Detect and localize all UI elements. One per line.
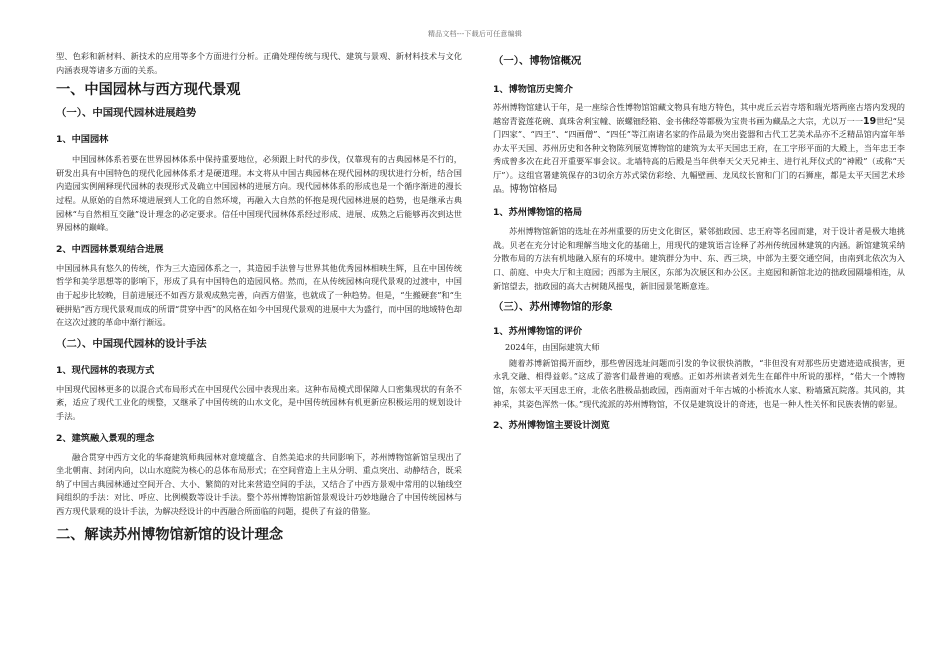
intro-paragraph: 型、色彩和新材料、新技术的应用等多个方面进行分析。正确处理传统与现代、建筑与景观、新材料技术与文化内涵表现等诸多方面的关系。 [56, 51, 462, 75]
item-east-west-body: 中国园林具有悠久的传统，作为三大造园体系之一，其造园手法曾与世界其他优秀园林相映生辉，且在中国传统哲学和美学思想等的影响下，形成了具有中国特色的造园风格。然而，在从传统园林向现代景观的过渡中，中国由于起步比较晚，目前进展还不如西方景观成熟完善，向西方借鉴，也就成了一种趋势。但是，“生搬硬套”和“生硬拼贴”西方现代景观而成的所谓“贯穿中西”的风格在如今中国现代景观的进展中大为盛行，而中国的地域特色却在这次过渡的革命中渐行渐远。 [56, 262, 462, 328]
section-1-heading: 一、中国园林与西方现代景观 [56, 82, 241, 99]
left-column [56, 50, 462, 544]
item-architecture-landscape-heading: 2、建筑融入景观的理念 [56, 432, 155, 444]
item-museum-layout-body: 苏州博物馆新馆的选址在苏州重要的历史文化街区，紧邻拙政园、忠王府等名园而建，对于设计者是极大地挑战。贝老在充分讨论和理解当地文化的基础上，用现代的建筑语言诠释了苏州传统园林建筑的内涵。新馆建筑采纳分散布局的方法有机地融入原有的环境中。建筑群分为中、东、西三块，中部为主要交通空间，由南到北依次为入口、前庭、中央大厅和主庭园；西部为主展区，东部为次展区和办公区。主庭园和新馆北边的拙政园隔墙相连，从新馆望去，拙政园的高大古树随风摇曳，新旧园景笔断意连。 [493, 226, 905, 291]
item-museum-history-heading: 1、博物馆历史简介 [493, 84, 573, 95]
item-museum-evaluation-heading: 1、苏州博物馆的评价 [493, 326, 583, 338]
history-tail: 博物馆格局 [509, 183, 558, 195]
item-museum-layout-heading: 1、苏州博物馆的格局 [493, 207, 583, 219]
subsection-1-1-heading: （一）、中国现代园林进展趋势 [56, 107, 197, 120]
right-column [493, 50, 905, 433]
item-architecture-landscape-body: 融合贯穿中西方文化的华裔建筑师典园林对意境蕴含、自然美追求的共同影响下，苏州博物馆新馆呈现出了坐北朝南、封闭内向，以山水庭院为核心的总体布局形式；在空间营造上主从分明、重点突出、动静结合，既采纳了中国古典园林通过空间开合、大小、繁简的对比来营造空间的手法，又结合了中西方景观中常用的以轴线空间组织的手法：对比、呼应、比例模数等设计手法。整个苏州博物馆新馆景观设计巧妙地融合了中国传统园林与西方现代景观的设计手法，为解决经设计的中西融合所面临的问题，提供了有益的借鉴。 [56, 451, 462, 516]
item-museum-evaluation-body: 随着苏博新馆揭开面纱，那些曾因选址问题而引发的争议很快消散，“非但没有对那些历史遗迹造成损害，更永乳交融、相得益彰。”这成了游客们最普遍的观感。正如苏州读者刘先生在邮件中所说的那样，“偌大一个博物馆，东邻太平天国忠王府，北依名胜极品拙政园，西南面对千年古城的小桥流水人家、粉墙黛瓦院落。其风韵，其神采，其姿色浑然一体。”现代流派的苏州博物馆，不仅是建筑设计的奇迹，也是一种人性关怀和民族表情的彰显。 [493, 357, 905, 409]
evaluation-date-line: 2024年，由国际建筑大师 [505, 342, 600, 353]
history-century: 19 [863, 115, 877, 127]
subsection-1-2-heading: （二）、中国现代园林的设计手法 [56, 337, 207, 350]
history-text-part-2: 世纪“吴门四家”、“四王”、“四画僧”、“四任”等江南诸名家的作品最为突出瓷器和古代工艺美术品亦不乏精品馆内富年举办太平天国、苏州历史和各种文物陈列展览博物馆的建筑为太平天国忠王府，在工字形平面的大殿上，当年忠王李秀成曾多次在此召开重要军事会议。北墙特高的后殿是当年供奉天父天兄神主、进行礼拜仪式的“神殿”（或称“天厅”）。这组官署建筑保存的3切余方苏式梁仿彩绘、九幅壁画、龙凤纹长窗和门门的石狮座，都是太平天国艺术珍品。 [493, 115, 905, 194]
subsection-museum-image-heading: （三）、苏州博物馆的形象 [493, 301, 613, 314]
header-watermark: 精品文档---下载后可任意编辑 [427, 30, 523, 38]
section-2-heading: 二、解读苏州博物馆新馆的设计理念 [56, 527, 284, 544]
history-text-part-1: 苏州博物馆建认于年，是一座综合性博物馆馆藏文物具有地方特色，其中虎丘云岩寺塔和瑞光塔两座古塔内发现的越窑青瓷莲花碗、真珠舍利宝幢、嵌螺钿经箱、金书佛经等都极为宝贵书画为藏品之大宗，尤以万一一 [493, 102, 905, 126]
subsection-museum-overview-heading: （一）、博物馆概况 [493, 55, 582, 67]
item-museum-history-body [493, 101, 905, 196]
item-east-west-heading: 2、中西园林景观结合进展 [56, 243, 164, 255]
item-chinese-garden-heading: 1、中国园林 [56, 134, 109, 146]
item-museum-design-tour-heading: 2、苏州博物馆主要设计浏览 [493, 420, 610, 432]
item-chinese-garden-body: 中国园林体系若要在世界园林体系中保持重要地位，必须跟上时代的步伐，仅靠现有的古典园林是不行的，研发出具有中国特色的现代化园林体系才是硬道理。本文将从中国古典园林在现代园林的现状进行分析，结合国内造园实例阐释现代园林的表现形式及确立中国园林的进展方向。现代园林体系的形成也是一个循序渐进的漫长过程。从原始的自然环境进展到人工化的自然环境，再融入大自然的怀抱是现代园林进展的趋势，也是继承古典园林“与自然相互交融”设计理念的必定要求。信任中国现代园林体系经过形成、进展、成熟之后能够再次到达世界园林的巅峰。 [56, 154, 462, 233]
item-modern-expression-body: 中国现代园林更多的以混合式布局形式在中国现代公园中表现出来。这种布局模式即保障人口密集现状的有条不紊，适应了现代工业化的规整，又继承了中国传统的山水文化，是中国传统园林有机更新应积极运用的规划设计手法。 [56, 383, 462, 421]
item-modern-expression-heading: 1、现代园林的表现方式 [56, 364, 155, 376]
